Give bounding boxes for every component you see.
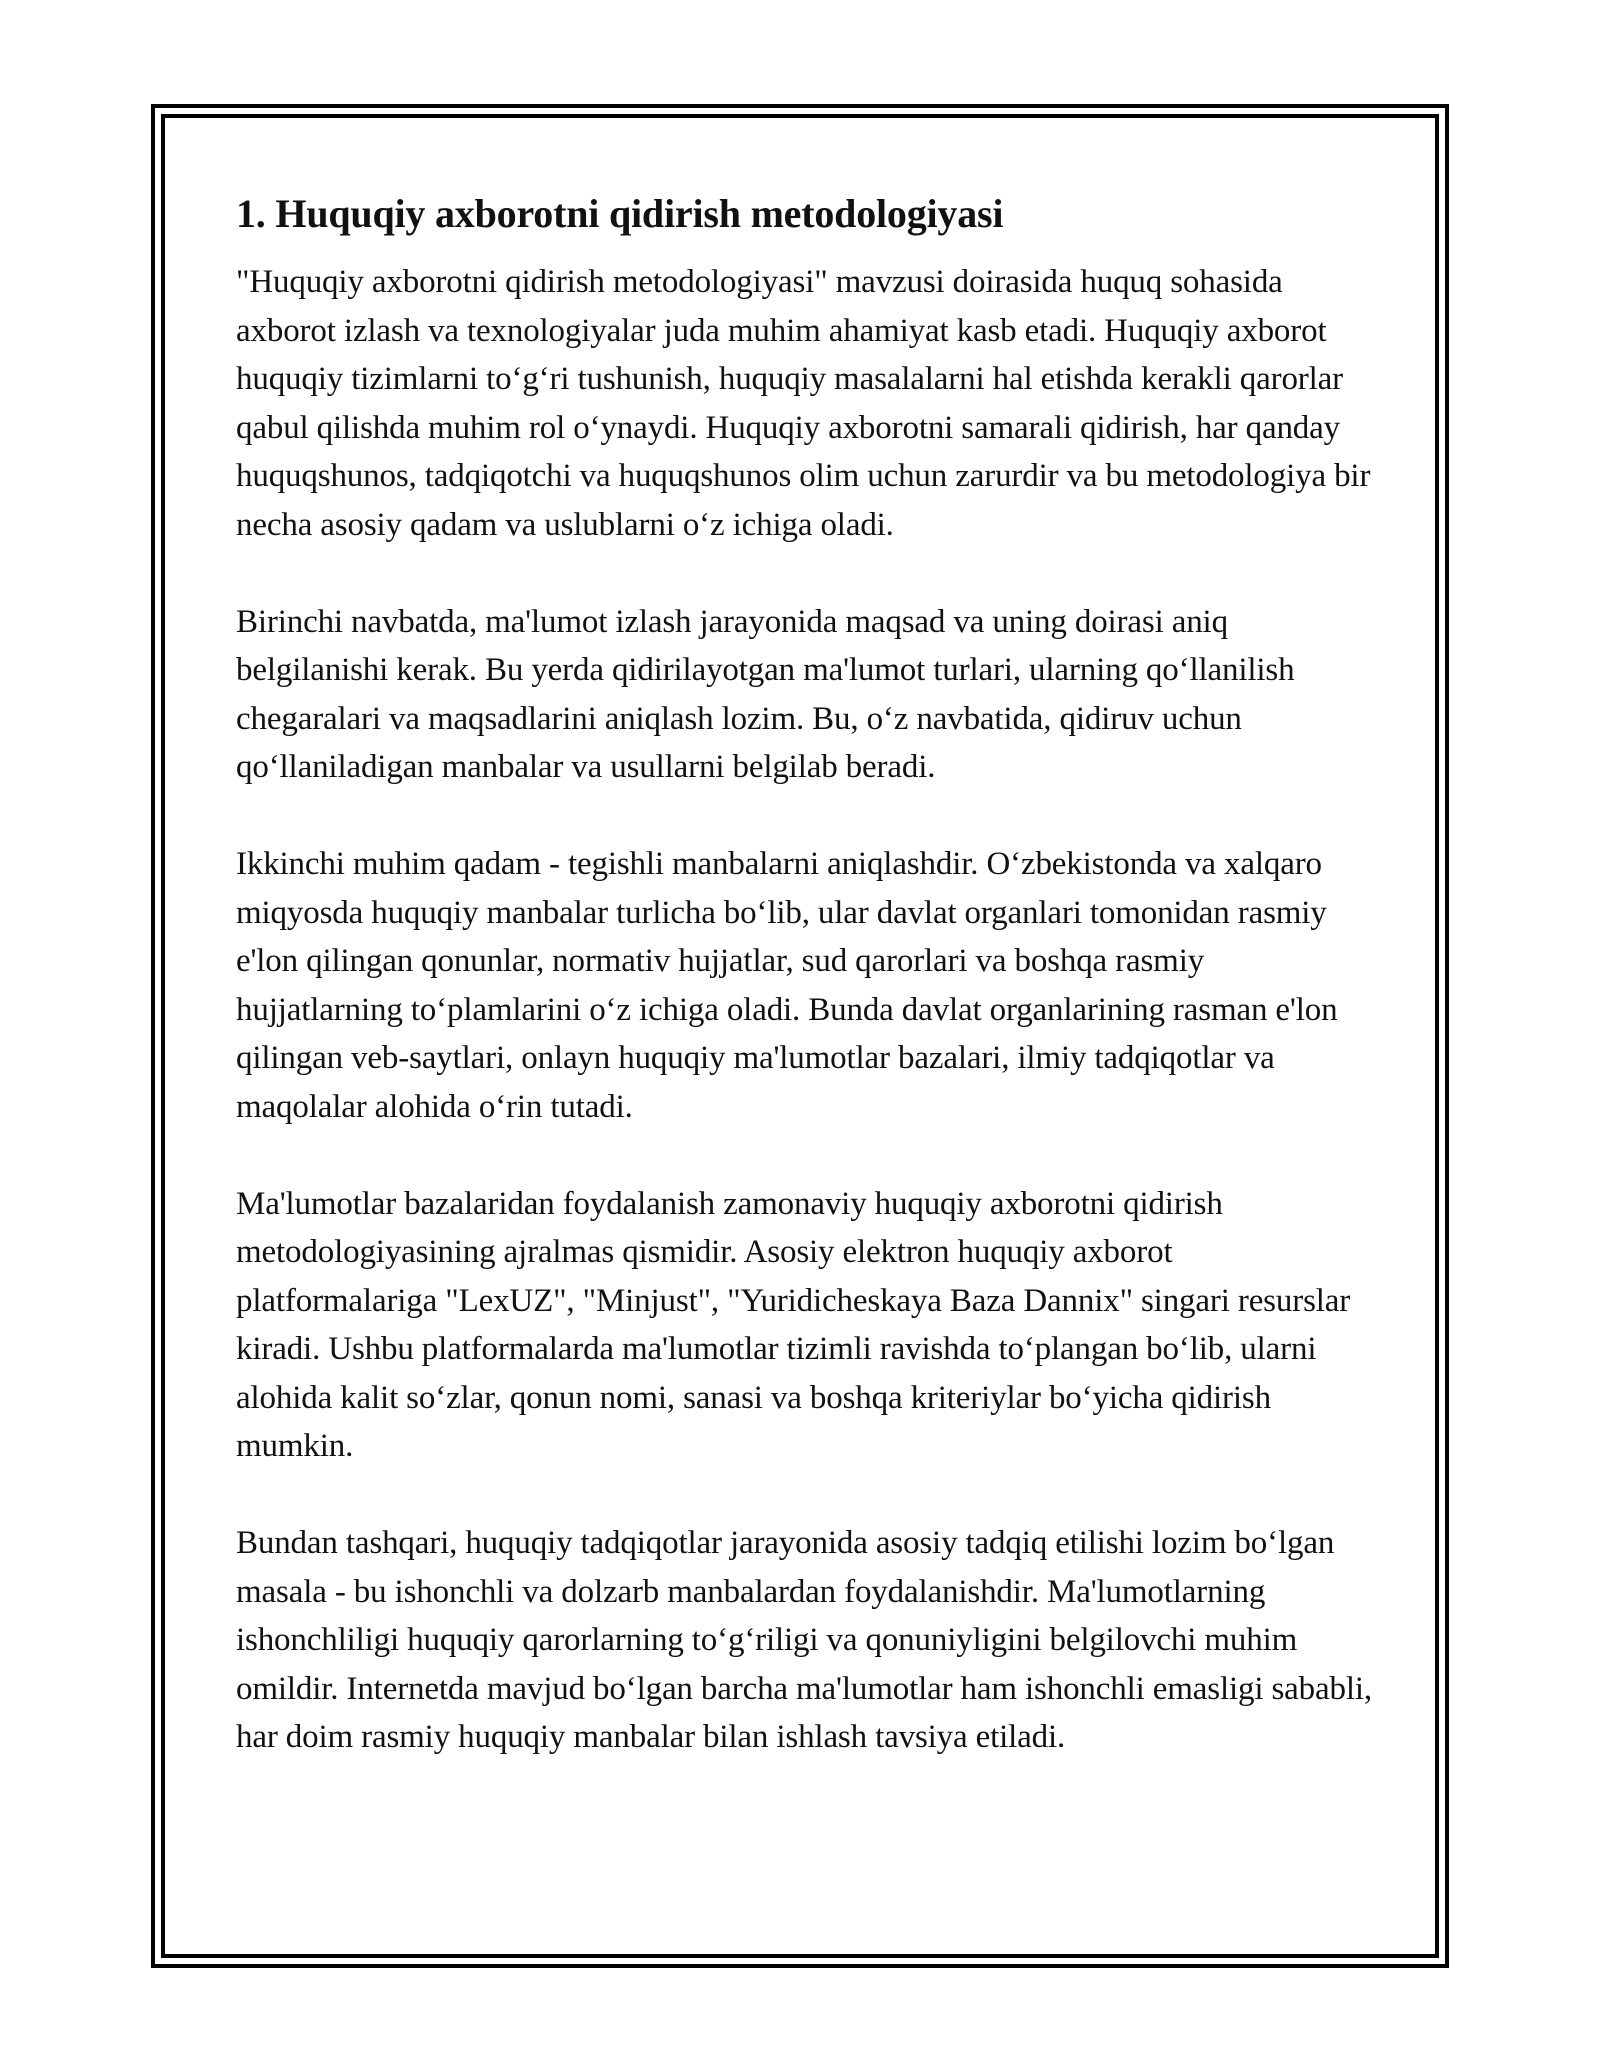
paragraph-first-step: Birinchi navbatda, ma'lumot izlash jarayonida maqsad va uning doirasi aniq belgilanishi kerak. Bu yerda qidirilayotgan ma'lumot turlari, ularning qo‘llanilish chegaralari va maqsadlarini aniqlash lozim. Bu, o‘z navbatida, qidiruv uchun qo‘llaniladigan manbalar va usullarni belgilab beradi. [236, 603, 1295, 785]
section-heading: 1. Huquqiy axborotni qidirish metodologiyasi [236, 191, 1004, 236]
paragraph-databases: Ma'lumotlar bazalaridan foydalanish zamonaviy huquqiy axborotni qidirish metodologiyasining ajralmas qismidir. Asosiy elektron huquqiy axborot platformalariga "LexUZ", "Minjust", "Yuridicheskaya Baza Dannix" singari resurslar kiradi. Ushbu platformalarda ma'lumotlar tizimli ravishda to‘plangan bo‘lib, ularni alohida kalit so‘zlar, qonun nomi, sanasi va boshqa kriteriylar bo‘yicha qidirish mumkin. [236, 1185, 1351, 1464]
paragraph-intro: "Huquqiy axborotni qidirish metodologiyasi" mavzusi doirasida huquq sohasida axborot izlash va texnologiyalar juda muhim ahamiyat kasb etadi. Huquqiy axborot huquqiy tizimlarni to‘g‘ri tushunish, huquqiy masalalarni hal etishda kerakli qarorlar qabul qilishda muhim rol o‘ynaydi. Huquqiy axborotni samarali qidirish, har qanday huquqshunos, tadqiqotchi va huquqshunos olim uchun zarurdir va bu metodologiya bir necha asosiy qadam va uslublarni o‘z ichiga oladi. [236, 264, 1371, 543]
paragraph-second-step: Ikkinchi muhim qadam - tegishli manbalarni aniqlashdir. O‘zbekistonda va xalqaro miqyosda huquqiy manbalar turlicha bo‘lib, ular davlat organlari tomonidan rasmiy e'lon qilingan qonunlar, normativ hujjatlar, sud qarorlari va boshqa rasmiy hujjatlarning to‘plamlarini o‘z ichiga oladi. Bunda davlat organlarining rasman e'lon qilingan veb-saytlari, onlayn huquqiy ma'lumotlar bazalari, ilmiy tadqiqotlar va maqolalar alohida o‘rin tutadi. [236, 846, 1338, 1125]
paragraph-reliability: Bundan tashqari, huquqiy tadqiqotlar jarayonida asosiy tadqiq etilishi lozim bo‘lgan masala - bu ishonchli va dolzarb manbalardan foydalanishdir. Ma'lumotlarning ishonchliligi huquqiy qarorlarning to‘g‘riligi va qonuniyligini belgilovchi muhim omildir. Internetda mavjud bo‘lgan barcha ma'lumotlar ham ishonchli emasligi sababli, har doim rasmiy huquqiy manbalar bilan ishlash tavsiya etiladi. [236, 1525, 1372, 1755]
document-body [236, 190, 1376, 1762]
